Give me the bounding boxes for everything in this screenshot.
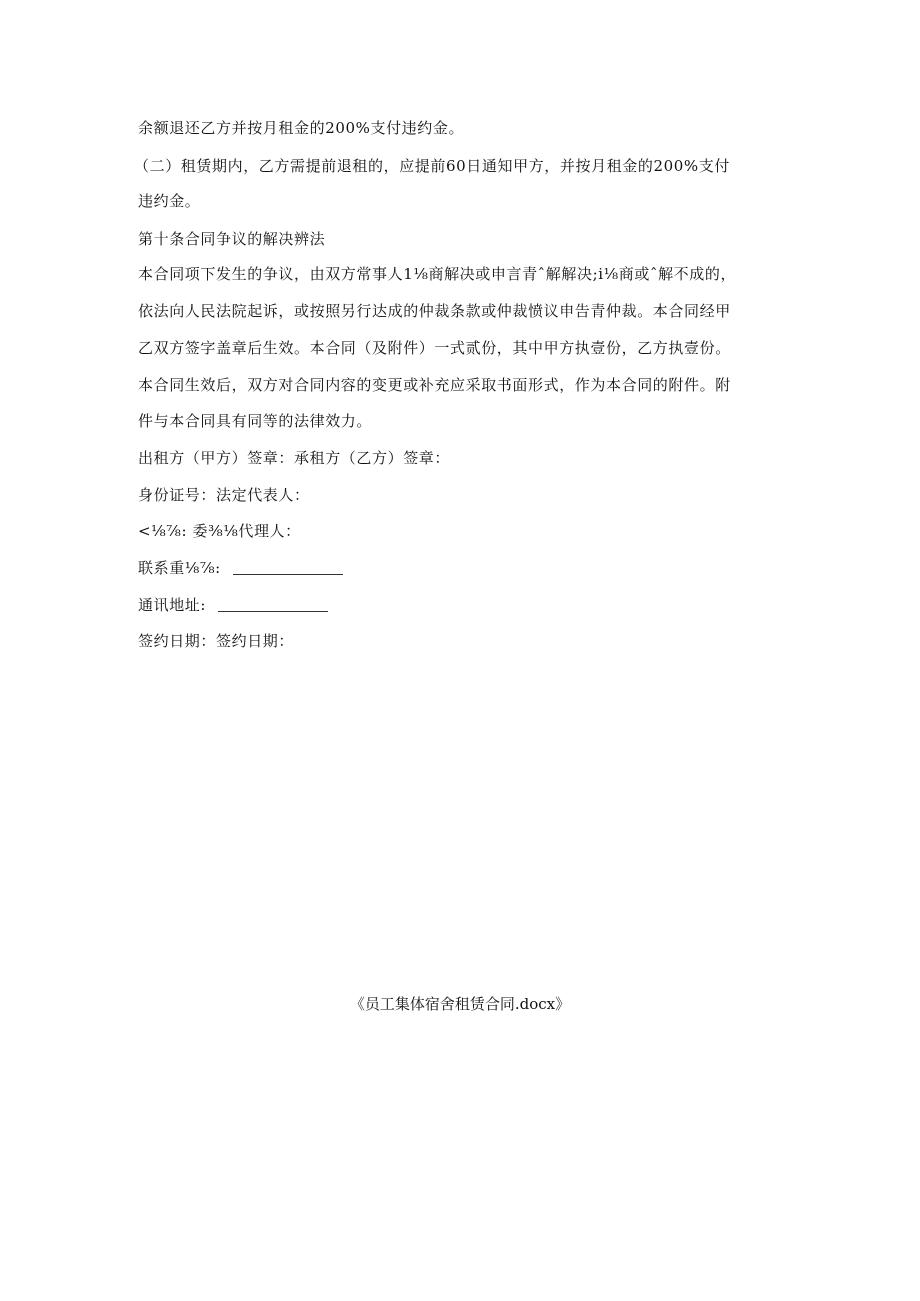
- body-line-9: 件与本合同具有同等的法律效力。: [138, 412, 373, 430]
- contact-phone-row: [138, 558, 343, 578]
- body-line-8: 本合同生效后，双方对合同内容的变更或补充应采取书面形式，作为本合同的附件。附: [138, 376, 731, 394]
- section-heading: 第十条合同争议的解决辨法: [138, 230, 326, 248]
- address-blank: [218, 597, 328, 612]
- signing-date-line: 签约日期：签约日期：: [138, 632, 295, 650]
- body-line-3: 违约金。: [138, 192, 201, 210]
- signature-line-id: 身份证号：法定代表人：: [138, 486, 310, 504]
- signature-line-parties: 出租方（甲方）签章：承租方（乙方）签章：: [138, 449, 451, 467]
- contact-phone-label: 联系重⅛⅞:: [138, 559, 221, 577]
- body-line-5: 本合同项下发生的争议，由双方常事人1⅛商解决或申言青ˆ解解决;i⅛商或ˆ解不成的，: [138, 265, 737, 283]
- body-line-7: 乙双方签字盖章后生效。本合同（及附件）一式贰份，其中甲方执壹份，乙方执壹份。: [138, 339, 731, 357]
- address-row: [138, 595, 328, 615]
- body-line-1: 余额退还乙方并按月租金的200%支付违约金。: [138, 119, 465, 137]
- address-label: 通讯地址:: [138, 596, 207, 614]
- contact-phone-blank: [233, 560, 343, 575]
- body-line-2: （二）租赁期内，乙方需提前退租的，应提前60日通知甲方，并按月租金的200%支付: [134, 157, 730, 175]
- body-line-6: 依法向人民法院起诉，或按照另行达成的仲裁条款或仲裁愤议申告青仲裁。本合同经甲: [138, 302, 731, 320]
- signature-line-agent: <⅛⅞: 委⅜⅛代理人：: [138, 522, 301, 540]
- document-footer: 《员工集体宿舍租赁合同.docx》: [349, 995, 571, 1013]
